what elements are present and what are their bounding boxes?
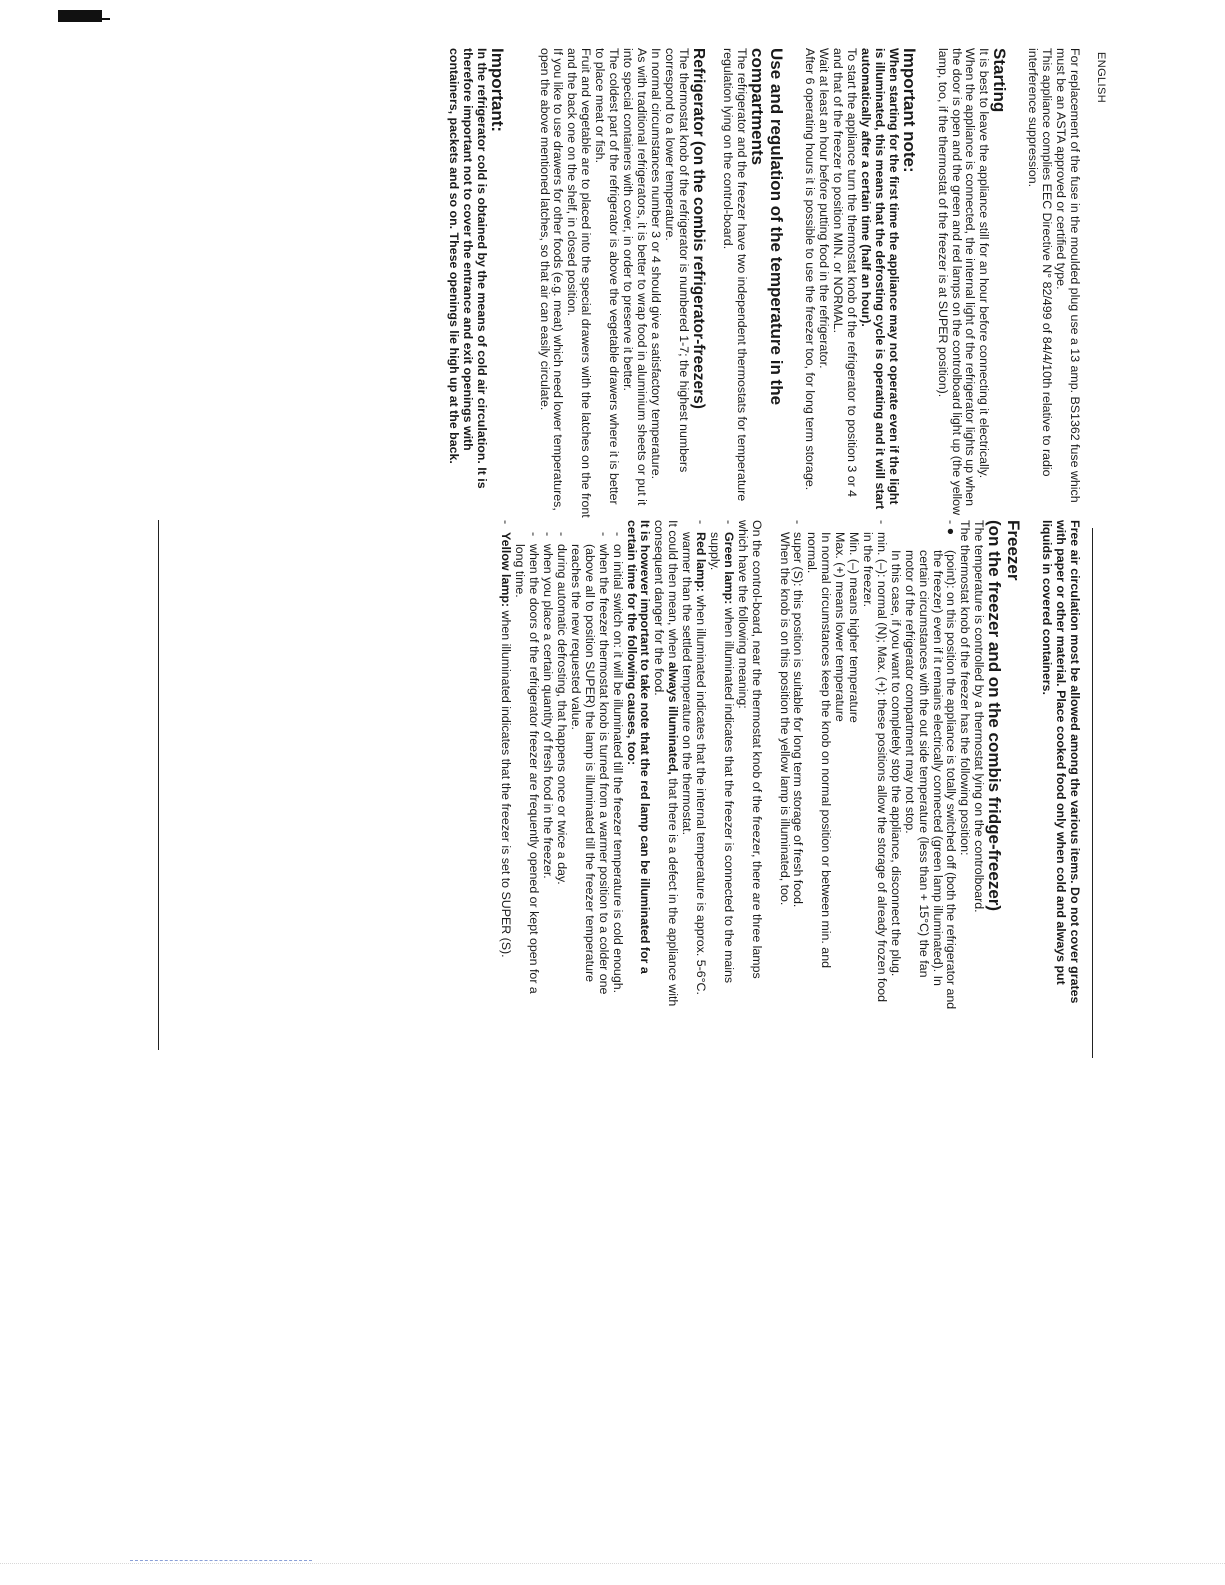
point-marker: - ● (944, 520, 959, 536)
use-regulation-paragraph: The refrigerator and the freezer have two independent thermostats for temperature regulation lying on the control-board. (721, 48, 750, 502)
top-divider (1092, 528, 1093, 1058)
footer-dashed-line (130, 1560, 312, 1561)
cause-item (554, 520, 568, 1010)
dash-marker: - (721, 520, 736, 525)
important-note-bold: When starting for the first time the appliance may not operate even if the light is illuminated, this means that the defrosting cycle is operating and it will start automatically after a certain time (half an hour). (858, 48, 901, 510)
cause-text: during automatic defrosting, that happens once or twice a day. (555, 544, 569, 885)
cause-item (610, 520, 624, 1010)
defect-bold: always illuminated, (666, 661, 681, 775)
min-text: min. (–): normal (N); Max. (+): these positions allow the storage of already frozen food in the freezer. (861, 532, 889, 1003)
freezer-paragraph: The thermostat knob of the freezer has the following position: (958, 520, 973, 856)
dash-marker: - (555, 532, 569, 537)
position-point-item (888, 520, 958, 1010)
footer-dotted-line (0, 1563, 1225, 1564)
yellow-lamp-text: when illuminated indicates that the freezer is set to SUPER (S). (499, 607, 514, 958)
important-note-heading: Important note: (899, 48, 919, 173)
defect-text: It could then mean, when (666, 520, 681, 662)
super-text: super (S): this position is suitable for long term storage of fresh food. (791, 532, 806, 908)
min-text: In normal circumstances keep the knob on normal position or between min. and normal. (805, 532, 834, 968)
refrigerator-paragraph: In normal circumstances number 3 or 4 should give a satisfactory temperature. (648, 48, 663, 480)
important-bold: In the refrigerator cold is obtained by the means of cold air circulation. It is therefore important not to cover the entrance and exit openings with containers, packets and so on. These openings lie high up at the back. (446, 48, 489, 489)
position-super-item (777, 520, 805, 1010)
super-text: When the knob is on this position the yellow lamp is illuminated, too. (777, 532, 792, 906)
cause-item (568, 520, 610, 1010)
starting-paragraph: It is best to leave the appliance still for an hour before connecting it electrically. (977, 48, 992, 479)
freezer-subheading: (on the freezer and on the combis fridge-freezer) (985, 520, 1005, 912)
refrigerator-paragraph: Fruit and vegetable are to placed into the special drawers with the latches on the front and the back one on the shelf, in closed position. (565, 48, 594, 518)
bottom-divider (158, 520, 159, 1050)
dash-marker: - (499, 520, 514, 525)
dash-marker: - (541, 532, 556, 537)
intro-paragraph: For replacement of the fuse in the moulded plug use a 13 amp. BS1362 fuse which must be an ASTA approved or certified type. (1054, 48, 1082, 503)
dash-marker: - (596, 532, 611, 537)
freezer-paragraph: The temperature is controlled by a thermostat lying on the controlboard. (972, 520, 987, 913)
language-label: ENGLISH (1095, 52, 1107, 104)
dash-marker: - (527, 532, 542, 537)
important-note-paragraph: After 6 operating hours it is possible to use the freezer too, for long term storage. (803, 48, 818, 491)
freezer-heading: Freezer (1004, 520, 1024, 581)
cause-text: when the doors of the refrigerator freezer are frequently opened or kept open for a long time. (513, 544, 542, 994)
refrigerator-heading: Refrigerator (on the combis refrigerator-freezers) (689, 48, 707, 409)
red-lamp-text: when illuminated indicates that the internal temperature is approx. 5-6°C. warmer than the settled temperature on the thermostat. (680, 532, 709, 995)
dash-marker: - (610, 532, 625, 537)
cause-text: when you place a certain quantity of fresh food in the freezer. (541, 544, 556, 879)
red-lamp-item (679, 520, 707, 1010)
refrigerator-paragraph: The thermostat knob of the refrigerator is numbered 1-7; the highest numbers correspond to a lower temperature. (662, 48, 691, 473)
point-text: (point): on this position the appliance is totally switched off (both the refrigerator and the freezer) even if it remains electrically connected (green lamp illuminated). In certain circumstances with the out side temperature (less than + 15°C) the fan motor of the refrigerator compartment may not stop. (902, 550, 959, 1010)
air-circulation-note: Free air circulation most be allowed among the various items. Do not cover grates with paper or other material. Place cooked food only when cold and always put liquids in covered containers. (1040, 520, 1082, 1004)
defect-text: that there is a defect in the appliance with consequent danger for the food. (652, 520, 681, 1007)
red-lamp-label: Red lamp: (694, 532, 709, 592)
cause-item (540, 520, 554, 1010)
cause-text: on initial switch on: it will be illuminated till the freezer temperature is cold enough. (610, 544, 625, 994)
min-text: Min. (–) means higher temperature (847, 532, 862, 723)
right-column (498, 520, 1081, 1010)
lamps-intro: On the control-board, near the thermostat knob of the freezer, there are three lamps which have the following meaning: (735, 520, 764, 979)
dash-marker: - (874, 520, 889, 525)
green-lamp-text: when illuminated indicates that the freezer is connected to the mains supply. (707, 532, 736, 984)
dash-marker: - (791, 520, 806, 525)
cause-text: when the freezer thermostat knob is turned from a warmer position to a colder one (above all to position SUPER) the lamp is illuminated till the freezer temperature reaches the new requested value. (568, 544, 611, 995)
starting-heading: Starting (990, 48, 1010, 113)
red-lamp-note: It is however important to take note that the red lamp can be illuminated for a certain time for the following causes, too: (624, 520, 653, 974)
yellow-lamp-label: Yellow lamp: (499, 532, 514, 608)
important-note-paragraph: Wait at least an hour before putting food in the refrigerator. (817, 48, 832, 369)
refrigerator-paragraph: The coldest part of the refrigerator is above the vegetable drawers where it is better to place meat or fish. (593, 48, 622, 505)
dash-marker: - (694, 520, 709, 525)
cause-item (512, 520, 540, 1010)
refrigerator-paragraph: If you like to use drawers for other foods (e.g. meat) which need lower temperatures, open the above mentioned latches, so that air can easily circulate. (537, 48, 566, 511)
min-text: Max. (+) means lower temperature (833, 532, 848, 722)
important-note-paragraph: To start the appliance turn the thermostat knob of the refrigerator to position 3 or 4 and that of the freezer to position MIN. or NORMAL. (831, 48, 860, 498)
starting-paragraph: When the appliance is connected, the internal light of the refrigerator lights up when the door is open and the green and red lamps on the controlboard light up (the yellow lamp, too, if the thermostat of the freezer is at SUPER position). (935, 48, 978, 516)
position-min-item (805, 520, 888, 1010)
green-lamp-label: Green lamp: (721, 532, 736, 605)
yellow-lamp-item (498, 520, 512, 1010)
important-heading: Important: (487, 48, 507, 133)
refrigerator-paragraph: As with traditional refrigerators, it is better to wrap food in aluminium sheets or put it into special containers with cover, in order to preserve it better. (620, 48, 649, 506)
use-regulation-heading: Use and regulation of the temperature in the compartments (748, 48, 787, 406)
intro-paragraph: This appliance complies EEC Directive N° 82/499 of 84/4/10th relative to radio interference suppression. (1026, 48, 1055, 477)
point-text: In this case, if you want to completely stop the appliance, disconnect the plug. (888, 550, 903, 977)
left-column (446, 48, 1081, 518)
green-lamp-item (707, 520, 735, 1010)
